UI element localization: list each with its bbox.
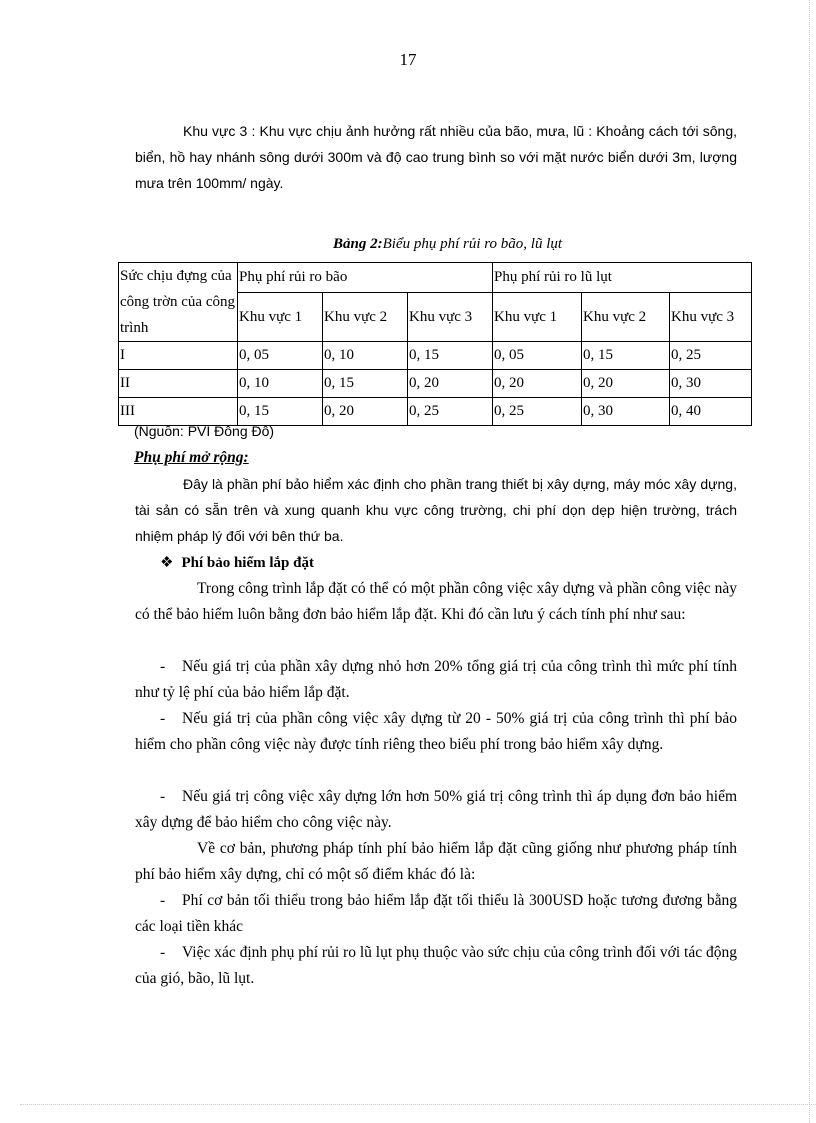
table-cell: 0, 25 bbox=[493, 398, 582, 426]
list-item bbox=[135, 940, 737, 992]
table-cell: III bbox=[119, 398, 238, 426]
list-item-text: Nếu giá trị của phần xây dựng nhỏ hơn 20% tổng giá trị của công trình thì mức phí tính như tỷ lệ phí của bảo hiểm lắp đặt. bbox=[135, 658, 737, 701]
table-cell: 0, 05 bbox=[493, 342, 582, 370]
table-cell: 0, 10 bbox=[238, 370, 323, 398]
table-caption-label: Bảng 2: bbox=[333, 236, 383, 252]
page-number: 17 bbox=[399, 50, 417, 69]
table-cell: 0, 10 bbox=[323, 342, 408, 370]
section-heading bbox=[160, 553, 314, 572]
table-source: (Nguồn: PVI Đông Đô) bbox=[134, 423, 275, 439]
subheader-cell: Khu vực 3 bbox=[408, 293, 493, 342]
table-cell: 0, 20 bbox=[582, 370, 670, 398]
list-item-text: Nếu giá trị công việc xây dựng lớn hơn 50% giá trị công trình thì áp dụng đơn bảo hiểm xây dựng để bảo hiểm cho công việc này. bbox=[135, 788, 737, 831]
table-row bbox=[119, 370, 752, 398]
dash-bullet-icon: - bbox=[160, 892, 166, 909]
table-caption-text: Biểu phụ phí rủi ro bão, lũ lụt bbox=[382, 236, 563, 252]
section-heading-text: Phí bảo hiểm lắp đặt bbox=[181, 555, 314, 571]
table-cell: 0, 20 bbox=[493, 370, 582, 398]
surcharge-table bbox=[118, 262, 752, 426]
list-item-text: Việc xác định phụ phí rủi ro lũ lụt phụ thuộc vào sức chịu của công trình đối với tác động của gió, bão, lũ lụt. bbox=[135, 944, 737, 987]
subheader-cell: Khu vực 3 bbox=[670, 293, 752, 342]
diamond-bullet-icon: ❖ bbox=[160, 555, 174, 571]
table-cell: II bbox=[119, 370, 238, 398]
table-cell: 0, 25 bbox=[670, 342, 752, 370]
paragraph-ve-co-ban: Về cơ bản, phương pháp tính phí bảo hiểm lắp đặt cũng giống như phương pháp tính phí bảo hiểm xây dựng, chỉ có một số điểm khác đó là: bbox=[135, 840, 737, 883]
table-row bbox=[119, 342, 752, 370]
subheader-cell: Khu vực 1 bbox=[238, 293, 323, 342]
dash-bullet-icon: - bbox=[160, 658, 166, 675]
subheading-phu-phi: Phụ phí mở rộng: bbox=[134, 449, 249, 466]
dash-bullet-icon: - bbox=[160, 944, 166, 961]
table-cell: 0, 40 bbox=[670, 398, 752, 426]
table-cell: I bbox=[119, 342, 238, 370]
table-cell: 0, 30 bbox=[582, 398, 670, 426]
table-cell: 0, 20 bbox=[323, 398, 408, 426]
table-cell: 0, 15 bbox=[582, 342, 670, 370]
paragraph-khu-vuc-3: Khu vực 3 : Khu vực chịu ảnh hưởng rất nhiều của bão, mưa, lũ : Khoảng cách tới sông, biển, hồ hay nhánh sông dưới 300m và độ cao trung bình so với mặt nước biển dưới 3m, lượng mưa trên 100mm/ ngày. bbox=[135, 123, 737, 191]
list-item bbox=[135, 784, 737, 836]
table-cell: 0, 05 bbox=[238, 342, 323, 370]
table-cell: 0, 15 bbox=[408, 342, 493, 370]
dash-bullet-icon: - bbox=[160, 710, 166, 727]
table-cell: 0, 15 bbox=[238, 398, 323, 426]
list-item bbox=[135, 706, 737, 758]
table-caption bbox=[333, 236, 562, 253]
page-border-right bbox=[809, 0, 810, 1123]
paragraph-trong: Trong công trình lắp đặt có thể có một phần công việc xây dựng và phần công việc này có thể bảo hiểm luôn bằng đơn bảo hiểm lắp đặt. Khi đó cần lưu ý cách tính phí như sau: bbox=[135, 580, 737, 623]
list-item-text: Nếu giá trị của phần công việc xây dựng từ 20 - 50% giá trị của công trình thì phí bảo hiểm cho phần công việc này được tính riêng theo biểu phí trong bảo hiểm xây dựng. bbox=[135, 710, 737, 753]
list-item bbox=[135, 654, 737, 706]
page-border-bottom bbox=[20, 1104, 816, 1105]
subheader-cell: Khu vực 2 bbox=[323, 293, 408, 342]
subheader-cell: Khu vực 1 bbox=[493, 293, 582, 342]
table-cell: 0, 25 bbox=[408, 398, 493, 426]
header-storm-surcharge: Phụ phí rủi ro bão bbox=[238, 263, 493, 293]
subheader-cell: Khu vực 2 bbox=[582, 293, 670, 342]
list-item bbox=[135, 888, 737, 940]
header-capacity: Sức chịu đựng của công trờn của công trình bbox=[119, 263, 238, 342]
dash-bullet-icon: - bbox=[160, 788, 166, 805]
table-row bbox=[119, 398, 752, 426]
table-cell: 0, 30 bbox=[670, 370, 752, 398]
table-header-row bbox=[119, 263, 752, 293]
paragraph-phu-phi: Đây là phần phí bảo hiểm xác định cho phần trang thiết bị xây dựng, máy móc xây dựng, tài sản có sẵn trên và xung quanh khu vực công trường, chi phí dọn dẹp hiện trường, trách nhiệm pháp lý đối với bên thứ ba. bbox=[135, 476, 737, 544]
header-flood-surcharge: Phụ phí rủi ro lũ lụt bbox=[493, 263, 752, 293]
list-item-text: Phí cơ bản tối thiểu trong bảo hiểm lắp đặt tối thiểu là 300USD hoặc tương đương bằng các loại tiền khác bbox=[135, 892, 737, 935]
table-cell: 0, 15 bbox=[323, 370, 408, 398]
table-cell: 0, 20 bbox=[408, 370, 493, 398]
